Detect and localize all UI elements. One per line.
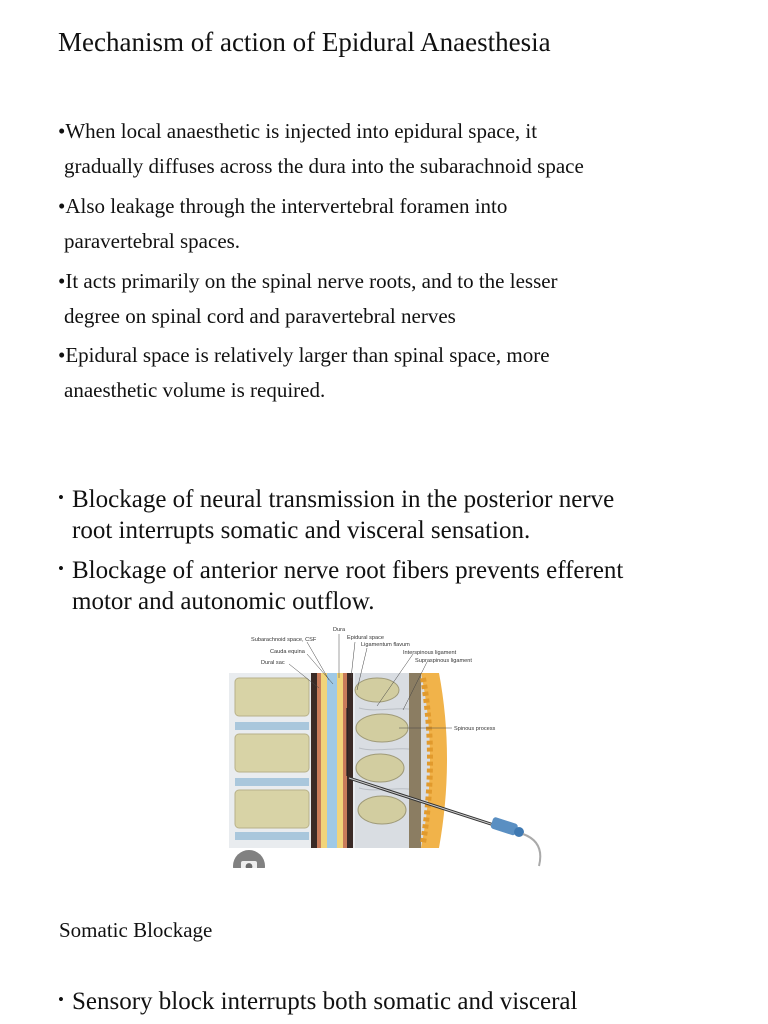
bullet-marker: •: [58, 488, 64, 507]
label-flavum: Ligamentum flavum: [361, 642, 410, 648]
bullet-line: •Also leakage through the intervertebral foramen into: [58, 194, 508, 218]
label-interspinous: Interspinous ligament: [403, 650, 457, 656]
bullet-marker: •: [58, 990, 64, 1009]
bullet-line-continued: gradually diffuses across the dura into the subarachnoid space: [64, 154, 584, 178]
label-dura: Dura: [333, 627, 346, 633]
bullet-line: Sensory block interrupts both somatic and visceral: [72, 988, 578, 1015]
bullet-line-continued: degree on spinal cord and paravertebral nerves: [64, 304, 456, 328]
bullet-item: [58, 984, 758, 1017]
bullet-line: Blockage of neural transmission in the posterior nerve: [72, 486, 615, 513]
bullet-line-continued: anaesthetic volume is required.: [64, 378, 326, 402]
section-subheading: Somatic Blockage: [59, 918, 213, 942]
vertebral-bodies: [235, 678, 309, 840]
page-title: Mechanism of action of Epidural Anaesthesia: [58, 27, 551, 57]
bullet-line: •Epidural space is relatively larger than spinal space, more: [58, 343, 550, 367]
bullet-item: [58, 338, 738, 408]
label-epidural: Epidural space: [347, 635, 385, 641]
bullet-marker: •: [58, 559, 64, 578]
bullet-line-continued: motor and autonomic outflow.: [72, 588, 375, 615]
bullet-item: [58, 482, 758, 546]
bullet-line-continued: root interrupts somatic and visceral sensation.: [72, 517, 531, 544]
bullet-line: •When local anaesthetic is injected into epidural space, it: [58, 119, 538, 143]
bullet-item: [58, 189, 738, 259]
bullet-item: [58, 553, 758, 617]
bullet-line: •It acts primarily on the spinal nerve roots, and to the lesser: [58, 269, 558, 293]
label-supraspinous: Supraspinous ligament: [415, 658, 472, 664]
label-spinous: Spinous process: [454, 726, 496, 732]
bullet-line-continued: paravertebral spaces.: [64, 229, 241, 253]
epidural-anatomy-figure: [227, 618, 545, 868]
bullet-item: [58, 264, 738, 334]
bullet-line: Blockage of anterior nerve root fibers prevents efferent: [72, 557, 624, 584]
bullet-item: [58, 114, 738, 184]
label-dural-sac: Dural sac: [261, 660, 285, 666]
label-cauda: Cauda equina: [270, 649, 305, 655]
label-subarachnoid: Subarachnoid space, CSF: [251, 637, 317, 643]
